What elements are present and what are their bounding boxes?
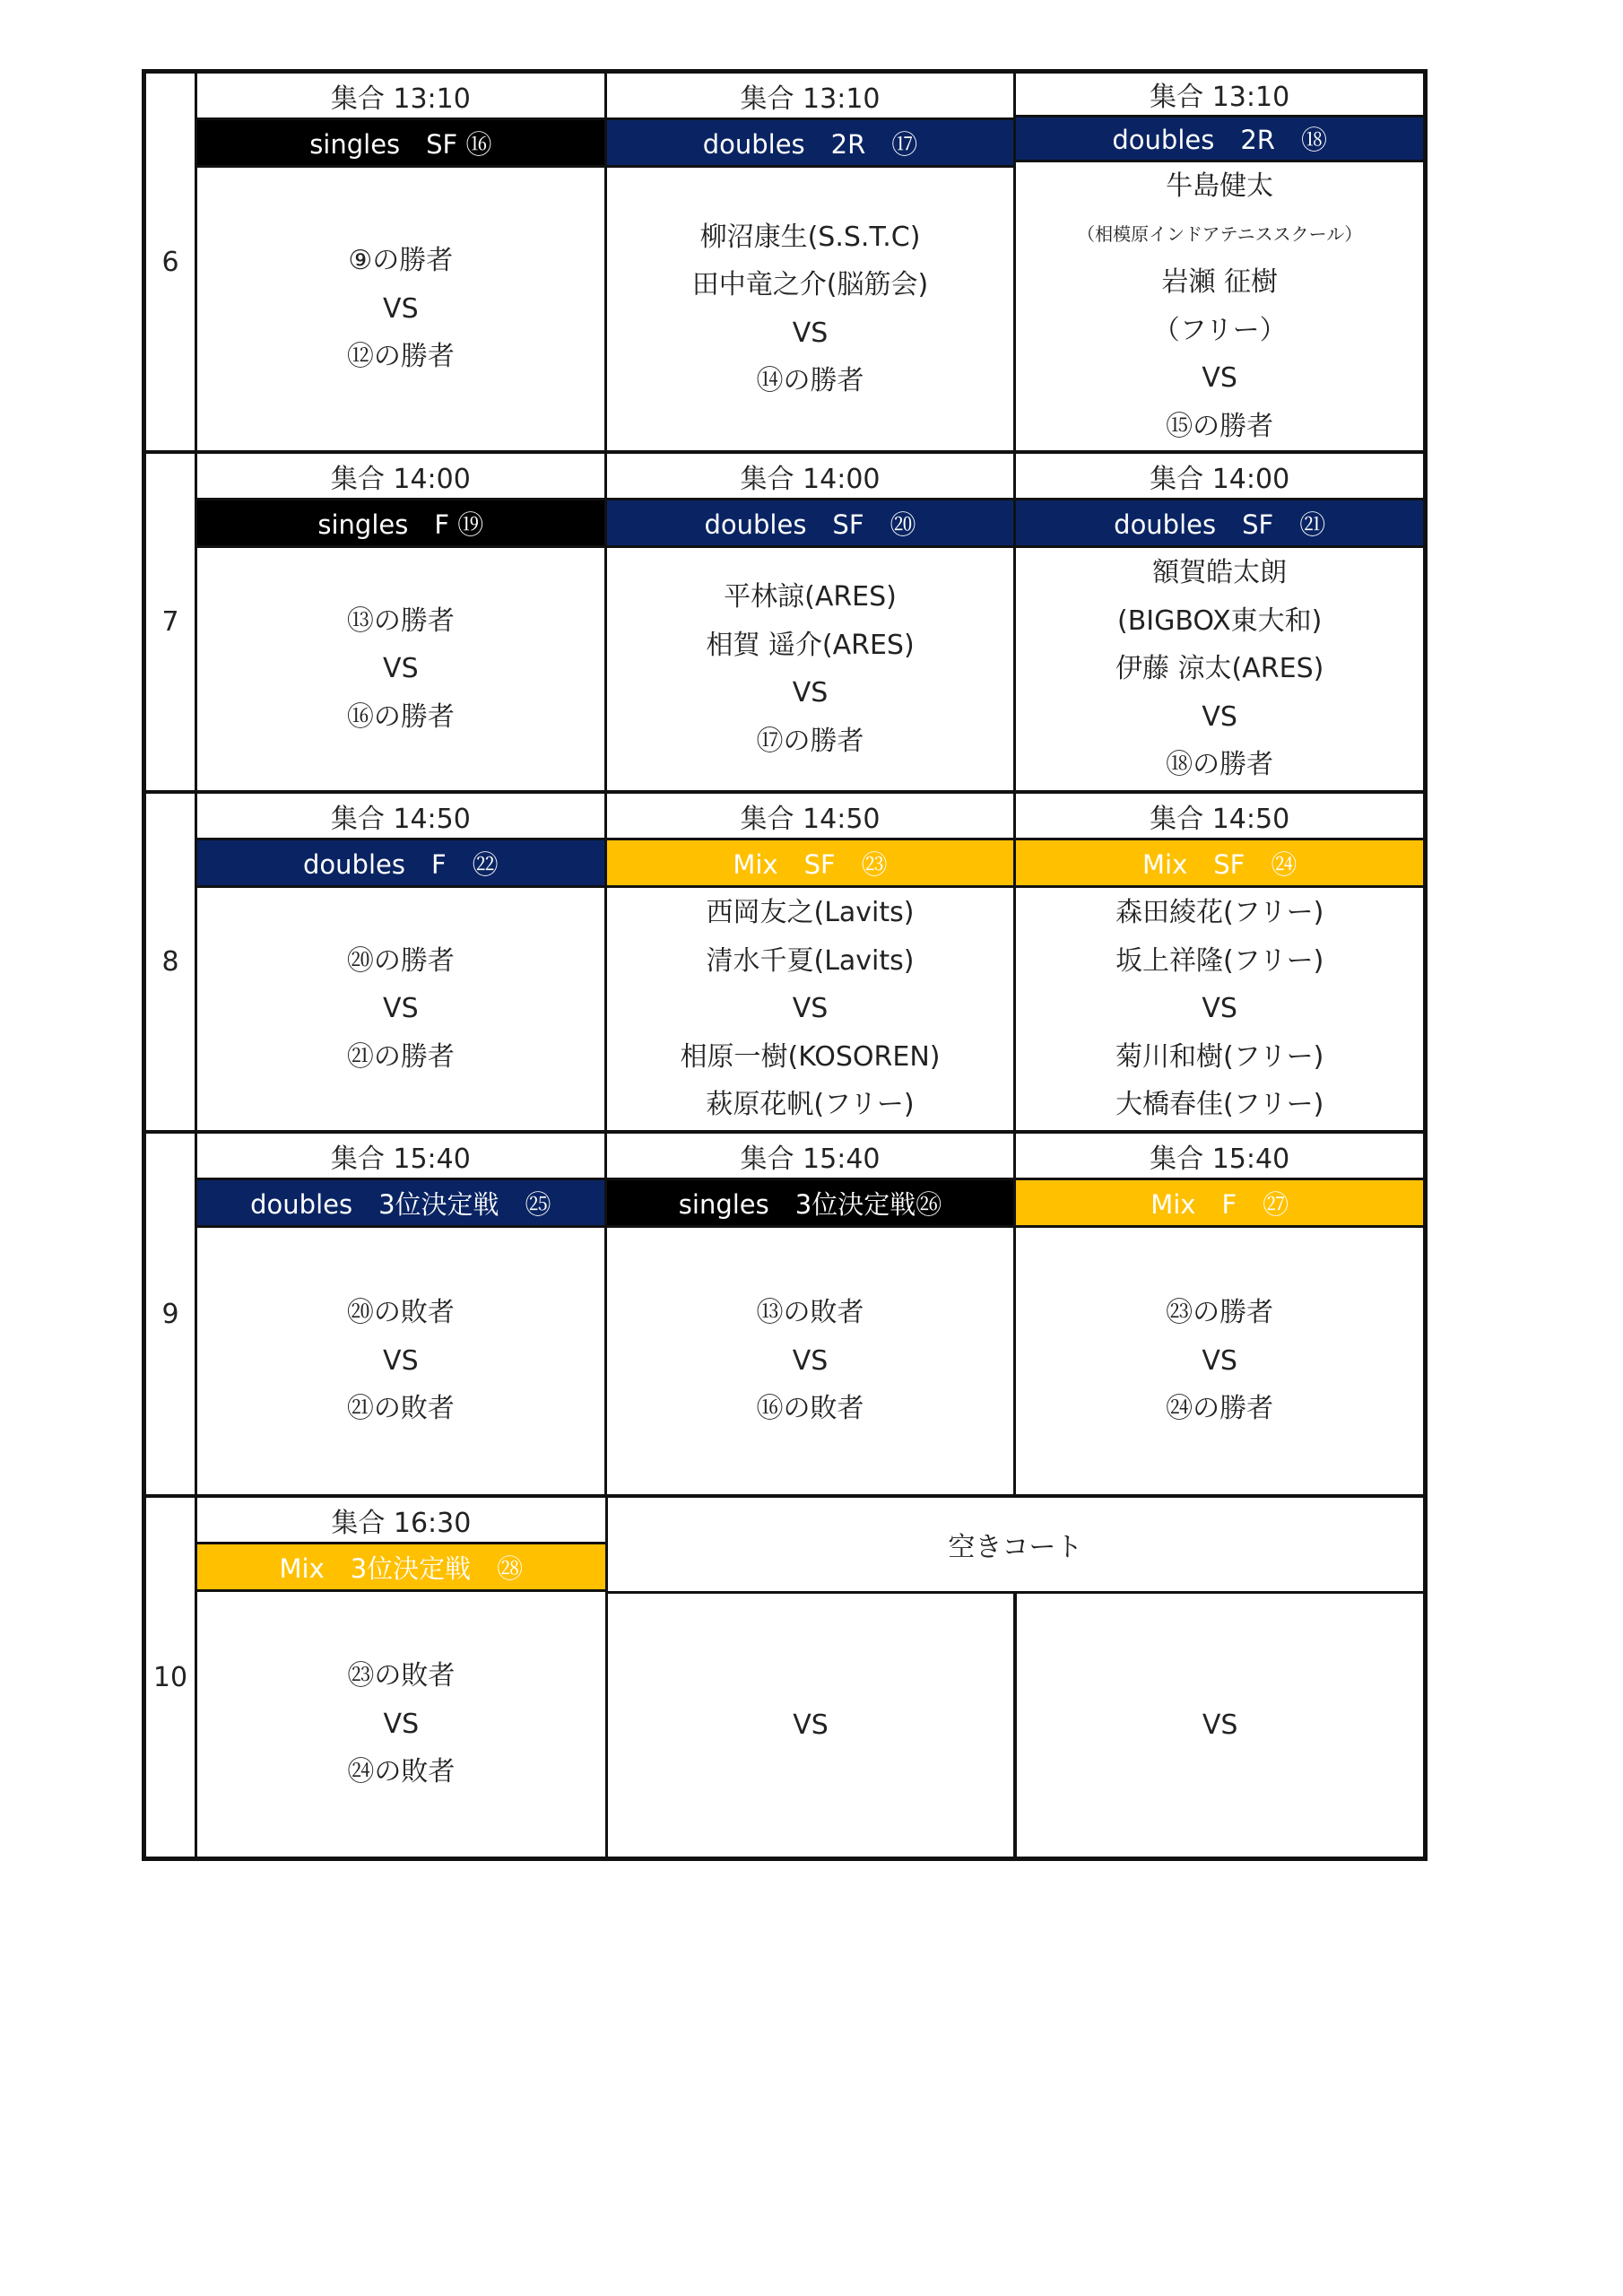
match-body	[197, 168, 604, 450]
event-label: Mix F ㉗	[1016, 1180, 1423, 1228]
court-cell	[197, 1498, 605, 1857]
match-line: ⑮の勝者	[1166, 410, 1274, 442]
round-number: 9	[146, 1134, 197, 1494]
match-line: VS	[383, 993, 419, 1025]
court-cell	[197, 454, 604, 790]
round-block	[142, 454, 1428, 794]
call-time: 集合 14:50	[1016, 794, 1423, 840]
court-cell	[604, 454, 1014, 790]
call-time: 集合 15:40	[1016, 1134, 1423, 1180]
round-number: 7	[146, 454, 197, 790]
match-line: 岩瀬 征樹	[1161, 266, 1278, 298]
event-label: Mix SF ㉔	[1016, 840, 1423, 888]
match-line: ⑯の勝者	[346, 700, 455, 733]
match-line: ㉑の勝者	[346, 1040, 455, 1073]
empty-court-area	[605, 1498, 1423, 1857]
match-line: ㉓の勝者	[1166, 1297, 1274, 1329]
match-body	[1016, 1228, 1423, 1494]
match-line: 西岡友之(Lavits)	[706, 897, 915, 929]
call-time: 集合 14:00	[197, 454, 604, 500]
round-block	[142, 69, 1428, 454]
event-label: doubles 2R ⑰	[607, 120, 1014, 168]
call-time: 集合 15:40	[197, 1134, 604, 1180]
event-label: doubles 3位決定戦 ㉕	[197, 1180, 604, 1228]
match-line: ㉑の敗者	[346, 1393, 455, 1425]
match-line: ㉔の敗者	[347, 1756, 456, 1788]
event-label: Mix 3位決定戦 ㉘	[197, 1544, 605, 1592]
round-number: 10	[146, 1498, 197, 1857]
court-cell	[608, 1594, 1014, 1857]
match-line: VS	[792, 317, 829, 349]
match-line: VS	[1202, 362, 1237, 394]
match-body	[197, 888, 604, 1130]
match-body	[197, 1228, 604, 1494]
match-line: 柳沼康生(S.S.T.C)	[699, 221, 921, 253]
match-line: VS	[792, 677, 829, 709]
match-line: (BIGBOX東大和)	[1116, 604, 1323, 637]
match-line: ⑫の勝者	[346, 341, 455, 373]
event-label: doubles SF ⑳	[607, 500, 1014, 548]
match-line: ⑳の勝者	[346, 944, 455, 977]
match-line: 森田綾花(フリー)	[1115, 897, 1324, 929]
court-cell	[604, 1134, 1014, 1494]
match-line: ⑱の勝者	[1166, 749, 1274, 781]
match-line: VS	[383, 653, 419, 685]
call-time: 集合 13:10	[1016, 74, 1423, 117]
call-time: 集合 14:00	[607, 454, 1014, 500]
match-line: ⑨の勝者	[348, 245, 454, 277]
court-cell	[1013, 74, 1423, 450]
match-line: VS	[1202, 1709, 1238, 1741]
call-time: 集合 13:10	[197, 74, 604, 120]
event-label: doubles 2R ⑱	[1016, 117, 1423, 162]
round-block	[142, 794, 1428, 1134]
match-line: 坂上祥隆(フリー)	[1115, 944, 1324, 977]
match-line: ⑭の勝者	[756, 365, 864, 396]
match-line: ⑰の勝者	[756, 725, 864, 757]
match-line: 相賀 遥介(ARES)	[706, 629, 915, 661]
event-label: doubles SF ㉑	[1016, 500, 1423, 548]
match-body	[607, 888, 1014, 1130]
match-line: 平林諒(ARES)	[724, 581, 897, 613]
call-time: 集合 14:50	[607, 794, 1014, 840]
match-line: 田中竜之介(脳筋会)	[691, 269, 929, 300]
event-label: doubles F ㉒	[197, 840, 604, 888]
call-time: 集合 14:00	[1016, 454, 1423, 500]
empty-court-label: 空きコート	[608, 1498, 1423, 1594]
match-line: ㉔の勝者	[1166, 1393, 1274, 1425]
match-line: 萩原花帆(フリー)	[706, 1089, 915, 1121]
match-line: （相模原インドアテニススクール）	[1077, 222, 1363, 245]
match-line: VS	[1202, 700, 1237, 733]
call-time: 集合 14:50	[197, 794, 604, 840]
match-line: 相原一樹(KOSOREN)	[680, 1040, 941, 1073]
round-number: 8	[146, 794, 197, 1130]
match-line: 菊川和樹(フリー)	[1115, 1040, 1324, 1073]
match-line: ㉓の敗者	[347, 1660, 456, 1692]
court-cell	[197, 794, 604, 1130]
match-line: （フリー）	[1152, 314, 1287, 346]
match-line: VS	[1202, 1344, 1237, 1377]
court-cell	[604, 74, 1014, 450]
match-line: VS	[792, 1344, 829, 1377]
court-cell	[197, 74, 604, 450]
court-cell	[604, 794, 1014, 1130]
schedule-table	[142, 69, 1428, 1861]
event-label: singles 3位決定戦㉖	[607, 1180, 1014, 1228]
court-cell	[1013, 794, 1423, 1130]
match-line: 伊藤 涼太(ARES)	[1115, 653, 1324, 685]
match-line: 大橋春佳(フリー)	[1115, 1089, 1324, 1121]
event-label: Mix SF ㉓	[607, 840, 1014, 888]
match-line: VS	[793, 1709, 829, 1741]
match-body	[197, 1592, 605, 1857]
court-cell	[1013, 1134, 1423, 1494]
match-line: 清水千夏(Lavits)	[706, 944, 915, 977]
match-line: 牛島健太	[1166, 170, 1274, 202]
court-cell	[197, 1134, 604, 1494]
match-body	[1016, 162, 1423, 450]
court-cell	[1013, 454, 1423, 790]
match-line: ⑬の敗者	[756, 1297, 864, 1329]
match-body	[1016, 548, 1423, 790]
match-line: VS	[383, 1344, 419, 1377]
match-line: ⑬の勝者	[346, 604, 455, 637]
match-line: VS	[383, 1708, 420, 1740]
match-body	[607, 1228, 1014, 1494]
call-time: 集合 16:30	[197, 1498, 605, 1544]
round-number: 6	[146, 74, 197, 450]
match-line: 額賀皓太朗	[1152, 557, 1288, 589]
round-block	[142, 1498, 1428, 1861]
call-time: 集合 15:40	[607, 1134, 1014, 1180]
event-label: singles SF ⑯	[197, 120, 604, 168]
event-label: singles F ⑲	[197, 500, 604, 548]
match-body	[1016, 888, 1423, 1130]
court-cell	[1013, 1594, 1423, 1857]
call-time: 集合 13:10	[607, 74, 1014, 120]
match-line: VS	[383, 292, 419, 325]
match-line: VS	[1202, 993, 1237, 1025]
match-line: VS	[792, 993, 829, 1025]
match-body	[607, 548, 1014, 790]
round-block	[142, 1134, 1428, 1498]
match-line: ⑳の敗者	[346, 1297, 455, 1329]
match-body	[607, 168, 1014, 450]
match-line: ⑯の敗者	[756, 1393, 864, 1425]
match-body	[197, 548, 604, 790]
